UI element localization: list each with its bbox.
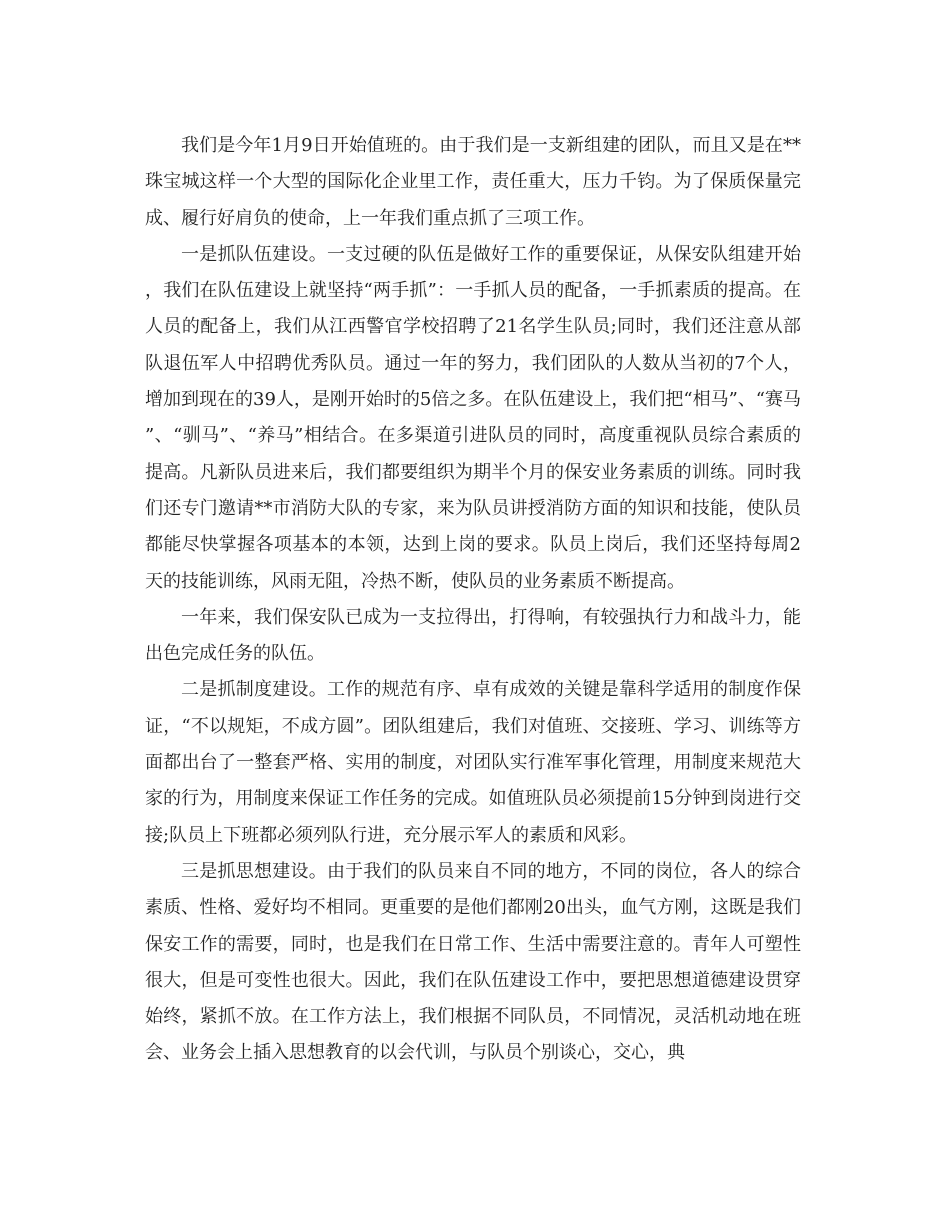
paragraph-system-building: 二是抓制度建设。工作的规范有序、卓有成效的关键是靠科学适用的制度作保证，“不以规矩，不成方圆”。团队组建后，我们对值班、交接班、学习、训练等方面都出台了一整套严格、实用的制度，对团队实行准军事化管理，用制度来规范大家的行为，用制度来保证工作任务的完成。如值班队员必须提前15分钟到岗进行交接;队员上下班都必须列队行进，充分展示军人的素质和风彩。 xyxy=(145,679,801,846)
paragraph-team-summary: 一年来，我们保安队已成为一支拉得出，打得响，有较强执行力和战斗力，能出色完成任务的队伍。 xyxy=(145,606,801,665)
paragraph-team-building: 一是抓队伍建设。一支过硬的队伍是做好工作的重要保证，从保安队组建开始，我们在队伍建设上就坚持“两手抓”：一手抓人员的配备，一手抓素质的提高。在人员的配备上，我们从江西警官学校招聘了21名学生队员;同时，我们还注意从部队退伍军人中招聘优秀队员。通过一年的努力，我们团队的人数从当初的7个人，增加到现在的39人，是刚开始时的5倍之多。在队伍建设上，我们把“相马”、“赛马”、“驯马”、“养马”相结合。在多渠道引进队员的同时，高度重视队员综合素质的提高。凡新队员进来后，我们都要组织为期半个月的保安业务素质的训练。同时我们还专门邀请**市消防大队的专家，来为队员讲授消防方面的知识和技能，使队员都能尽快掌握各项基本的本领，达到上岗的要求。队员上岗后，我们还坚持每周2天的技能训练，风雨无阻，冷热不断，使队员的业务素质不断提高。 xyxy=(145,243,801,592)
document-body xyxy=(145,128,801,1072)
paragraph-ideological-building: 三是抓思想建设。由于我们的队员来自不同的地方，不同的岗位，各人的综合素质、性格、爱好均不相同。更重要的是他们都刚20出头，血气方刚，这既是我们保安工作的需要，同时，也是我们在日常工作、生活中需要注意的。青年人可塑性很大，但是可变性也很大。因此，我们在队伍建设工作中，要把思想道德建设贯穿始终，紧抓不放。在工作方法上，我们根据不同队员，不同情况，灵活机动地在班会、业务会上插入思想教育的以会代训，与队员个别谈心，交心，典 xyxy=(145,860,801,1064)
paragraph-intro: 我们是今年1月9日开始值班的。由于我们是一支新组建的团队，而且又是在**珠宝城这样一个大型的国际化企业里工作，责任重大，压力千钧。为了保质保量完成、履行好肩负的使命，上一年我们重点抓了三项工作。 xyxy=(145,135,801,229)
